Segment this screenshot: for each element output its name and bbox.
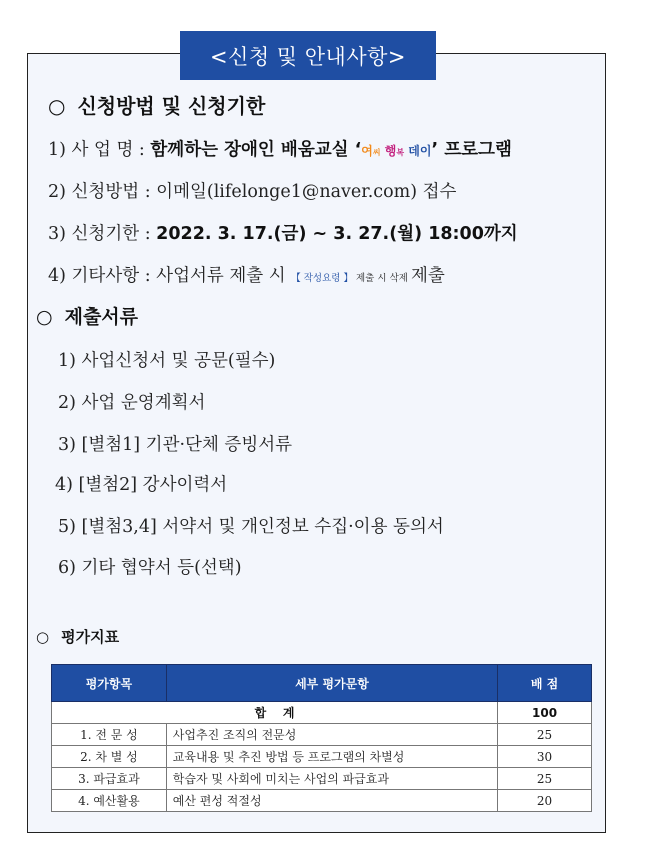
detail-cell: 교육내용 및 추진 방법 등 프로그램의 차별성 xyxy=(166,746,497,768)
section-heading-documents xyxy=(36,302,138,329)
section-heading-text: 평가지표 xyxy=(61,628,120,646)
table-total-row xyxy=(52,702,592,724)
score-cell: 25 xyxy=(498,724,592,746)
total-value: 100 xyxy=(498,702,592,724)
section-heading-evaluation xyxy=(36,626,119,647)
note-text: 【 작성요령 】 제출 시 삭제 xyxy=(291,273,411,284)
total-label: 합 계 xyxy=(52,702,498,724)
score-cell: 25 xyxy=(498,768,592,790)
evaluation-table xyxy=(51,664,592,812)
list-item xyxy=(48,178,456,203)
list-item: 5) [별첨3,4] 서약서 및 개인정보 수집·이용 동의서 xyxy=(58,517,444,537)
item-label: 1) 사 업 명 : xyxy=(48,140,151,160)
criterion-cell: 3. 파급효과 xyxy=(52,768,167,790)
detail-cell: 사업추진 조직의 전문성 xyxy=(166,724,497,746)
list-item xyxy=(48,220,518,245)
section-heading-application xyxy=(48,90,265,119)
program-logo: 여씨 행복 데이 xyxy=(361,144,432,158)
item-label: 4) 기타사항 : xyxy=(48,266,157,286)
item-label: 2) 신청방법 : xyxy=(48,182,157,202)
criterion-cell: 4. 예산활용 xyxy=(52,790,167,812)
table-row xyxy=(52,768,592,790)
list-item: 6) 기타 협약서 등(선택) xyxy=(58,558,242,578)
item-value: 2022. 3. 17.(금) ~ 3. 27.(월) 18:00까지 xyxy=(156,224,518,244)
list-item: 2) 사업 운영계획서 xyxy=(58,393,206,413)
item-value: 이메일(lifelonge1@naver.com) 접수 xyxy=(156,182,457,202)
criterion-cell: 2. 차 별 성 xyxy=(52,746,167,768)
circle-bullet-icon: ○ xyxy=(48,94,66,118)
detail-cell: 학습자 및 사회에 미치는 사업의 파급효과 xyxy=(166,768,497,790)
table-row xyxy=(52,746,592,768)
table-header-row xyxy=(52,665,592,702)
list-item xyxy=(48,262,445,287)
score-cell: 30 xyxy=(498,746,592,768)
circle-bullet-icon: ○ xyxy=(36,306,53,328)
list-item: 4) [별첨2] 강사이력서 xyxy=(55,475,228,495)
detail-cell: 예산 편성 적절성 xyxy=(166,790,497,812)
circle-bullet-icon: ○ xyxy=(36,628,50,646)
section-heading-text: 신청방법 및 신청기한 xyxy=(77,94,266,118)
item-value: 함께하는 장애인 배움교실 ‘ xyxy=(150,140,362,160)
item-value-end: 제출 xyxy=(410,266,445,286)
list-item xyxy=(48,136,512,161)
list-item: 1) 사업신청서 및 공문(필수) xyxy=(58,351,276,371)
list-item: 3) [별첨1] 기관·단체 증빙서류 xyxy=(58,435,293,455)
column-header: 세부 평가문항 xyxy=(166,665,497,702)
item-label: 3) 신청기한 : xyxy=(48,224,157,244)
table-row xyxy=(52,724,592,746)
score-cell: 20 xyxy=(498,790,592,812)
column-header: 평가항목 xyxy=(52,665,167,702)
item-value: 사업서류 제출 시 xyxy=(156,266,292,286)
page-title: <신청 및 안내사항> xyxy=(180,31,436,80)
section-heading-text: 제출서류 xyxy=(64,306,139,328)
item-value-end: ’ 프로그램 xyxy=(431,140,512,160)
table-row xyxy=(52,790,592,812)
criterion-cell: 1. 전 문 성 xyxy=(52,724,167,746)
column-header: 배 점 xyxy=(498,665,592,702)
